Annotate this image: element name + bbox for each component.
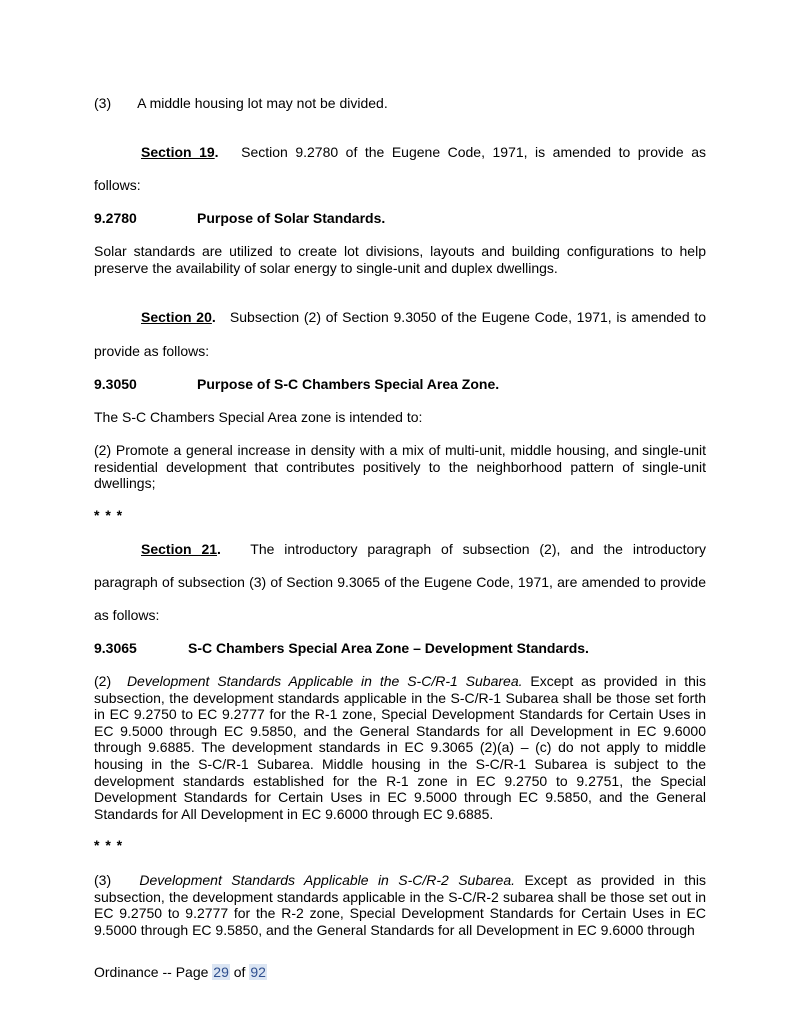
paragraph-text: A middle housing lot may not be divided.	[137, 95, 388, 111]
section-19-line-1: Section 19. Section 9.2780 of the Eugene Code, 1971, is amended to provide as	[141, 144, 706, 160]
paragraph-no-divide	[94, 95, 388, 111]
heading-number: 9.3065	[94, 640, 137, 656]
section-20-line-1: Section 20. Subsection (2) of Section 9.3050 of the Eugene Code, 1971, is amended to	[141, 309, 707, 325]
heading-number: 9.3050	[94, 376, 137, 392]
section-21-line-2: paragraph of subsection (3) of Section 9.3065 of the Eugene Code, 1971, are amended to provide	[94, 574, 706, 590]
paragraph-promote: (2) Promote a general increase in density with a mix of multi-unit, middle housing, and single-unit residential development that contributes positively to the neighborhood pattern of single-unit dwellings;	[94, 442, 706, 492]
paragraph-italic-title: Development Standards Applicable in the S-C/R-1 Subarea.	[126, 673, 523, 689]
footer-prefix: Ordinance -- Page	[94, 964, 209, 980]
page-footer	[94, 964, 267, 980]
paragraph-text: Except as provided in this subsection, the development standards applicable in the S-C/R-1 Subarea shall be those set forth in EC 9.2750 to EC 9.2777 for the R-1 zone, Special Development Standards for Certain Uses in EC 9.5000 through EC 9.5850, and the General Standards for all Development in EC 9.6000 through 9.6885. The development standards in EC 9.3065 (2)(a) – (c) do not apply to middle housing in the S-C/R-1 Subarea. Middle housing in the S-C/R-1 Subarea is subject to the development standards established for the R-1 zone in EC 9.2750 to 9.2751, the Special Development Standards for Certain Uses in EC 9.5000 through EC 9.5850, and the General Standards for All Development in EC 9.6000 through EC 9.6885.	[94, 673, 706, 822]
section-19-line-2: follows:	[94, 177, 141, 193]
section-20-line-2: provide as follows:	[94, 343, 210, 359]
heading-number: 9.2780	[94, 210, 137, 226]
section-21-text: The introductory paragraph of subsection (2), and the introductory	[250, 541, 706, 557]
section-21-line-1: Section 21. The introductory paragraph of subsection (2), and the introductory	[141, 541, 706, 557]
heading-9-3065	[94, 640, 589, 656]
heading-9-3050	[94, 376, 499, 392]
paragraph-number: (3)	[94, 95, 112, 111]
section-20-text: Subsection (2) of Section 9.3050 of the Eugene Code, 1971, is amended to	[229, 309, 707, 325]
footer-total-pages: 92	[250, 964, 266, 980]
section-21-line-3: as follows:	[94, 607, 160, 623]
footer-page-number: 29	[213, 964, 229, 980]
paragraph-number: (2)	[94, 673, 112, 689]
ellipsis-stars: * * *	[94, 507, 124, 523]
footer-of: of	[233, 964, 246, 980]
heading-title: Purpose of Solar Standards.	[197, 210, 386, 226]
ellipsis-stars: * * *	[94, 837, 124, 853]
paragraph-subarea-r2	[94, 872, 706, 938]
paragraph-text: Except as provided in this subsection, the development standards applicable in the S-C/R-2 subarea shall be those set out in EC 9.2750 to 9.2777 for the R-2 zone, Special Development Standards for Certain Uses in EC 9.5000 through EC 9.5850, and the General Standards for all Development in EC 9.6000 through	[94, 872, 707, 938]
paragraph-subarea-r1	[94, 673, 706, 822]
heading-title: S-C Chambers Special Area Zone – Development Standards.	[188, 640, 589, 656]
section-19-text: Section 9.2780 of the Eugene Code, 1971, is amended to provide as	[241, 144, 706, 160]
section-19-label: Section 19	[141, 144, 215, 160]
heading-9-2780	[94, 210, 385, 226]
paragraph-italic-title: Development Standards Applicable in S-C/R-2 Subarea.	[139, 872, 516, 888]
paragraph-solar: Solar standards are utilized to create lot divisions, layouts and building configurations to help preserve the availability of solar energy to single-unit and duplex dwellings.	[94, 243, 706, 276]
paragraph-number: (3)	[94, 872, 112, 888]
section-21-label: Section 21	[141, 541, 218, 557]
heading-title: Purpose of S-C Chambers Special Area Zone.	[197, 376, 500, 392]
section-20-label: Section 20	[141, 309, 212, 325]
paragraph-intended: The S-C Chambers Special Area zone is intended to:	[94, 409, 423, 425]
